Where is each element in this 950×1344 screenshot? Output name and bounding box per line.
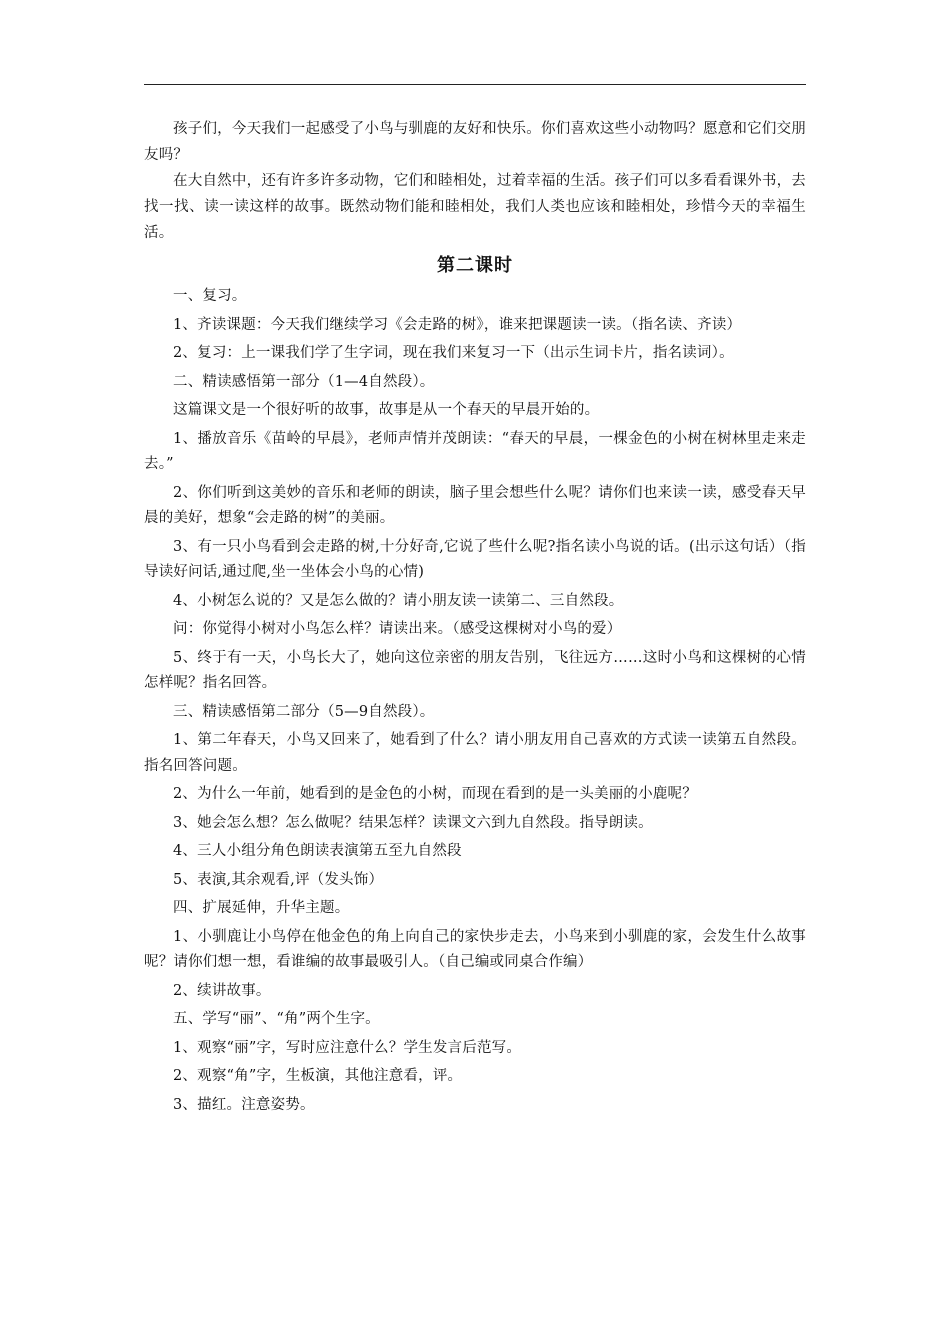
- lesson-line: 四、扩展延伸，升华主题。: [173, 900, 350, 916]
- lesson-line: 2、复习：上一课我们学了生字词，现在我们来复习一下（出示生词卡片，指名读词）。: [173, 345, 734, 361]
- lesson-line: 3、她会怎么想？怎么做呢？结果怎样？读课文六到九自然段。指导朗读。: [173, 814, 653, 831]
- lesson-line: 二、精读感悟第一部分（1—4自然段）。: [173, 373, 435, 390]
- lesson-line: 3、描红。注意姿势。: [173, 1096, 315, 1113]
- lesson-line: 2、观察“角”字，生板演，其他注意看，评。: [173, 1068, 463, 1084]
- intro-paragraph: 在大自然中，还有许多许多动物，它们和睦相处，过着幸福的生活。孩子们可以多看看课外书，去找一找、读一读这样的故事。既然动物们能和睦相处，我们人类也应该和睦相处，珍惜今天的幸福生活。: [144, 173, 806, 241]
- lesson-line: 2、为什么一年前，她看到的是金色的小树，而现在看到的是一头美丽的小鹿呢？: [173, 786, 697, 802]
- lesson-plan: [144, 284, 806, 1118]
- lesson-line: 4、三人小组分角色朗读表演第五至九自然段: [173, 843, 462, 859]
- lesson-line: 3、有一只小鸟看到会走路的树,十分好奇,它说了些什么呢?指名读小鸟说的话。(出示这句话）（指导读好问话,通过爬,坐一坐体会小鸟的心情): [144, 538, 806, 580]
- lesson-line: 1、齐读课题：今天我们继续学习《会走路的树》，谁来把课题读一读。（指名读、齐读）: [173, 316, 742, 333]
- lesson-line: 4、小树怎么说的？又是怎么做的？请小朋友读一读第二、三自然段。: [173, 592, 624, 609]
- section-title: 第二课时: [437, 255, 513, 276]
- lesson-line: 5、表演,其余观看,评（发头饰）: [173, 871, 384, 888]
- document-body: [144, 116, 806, 1121]
- lesson-line: 三、精读感悟第二部分（5—9自然段）。: [173, 703, 435, 720]
- intro-paragraph: 孩子们，今天我们一起感受了小鸟与驯鹿的友好和快乐。你们喜欢这些小动物吗？愿意和它们交朋友吗？: [144, 121, 806, 163]
- lesson-line: 2、续讲故事。: [173, 982, 271, 999]
- lesson-line: 1、第二年春天，小鸟又回来了，她看到了什么？请小朋友用自己喜欢的方式读一读第五自然段。指名回答问题。: [144, 732, 806, 774]
- lesson-line: 5、终于有一天，小鸟长大了，她向这位亲密的朋友告别，飞往远方……这时小鸟和这棵树的心情怎样呢？指名回答。: [144, 649, 806, 691]
- header-rule: [144, 84, 806, 85]
- lesson-line: 1、观察“丽”字，写时应注意什么？学生发言后范写。: [173, 1039, 522, 1056]
- lesson-line: 2、你们听到这美妙的音乐和老师的朗读，脑子里会想些什么呢？请你们也来读一读，感受春天早晨的美好，想象“会走路的树”的美丽。: [144, 484, 806, 526]
- lesson-line: 1、小驯鹿让小鸟停在他金色的角上向自己的家快步走去，小鸟来到小驯鹿的家，会发生什么故事呢？请你们想一想，看谁编的故事最吸引人。（自己编或同桌合作编）: [144, 928, 806, 970]
- lesson-line: 问：你觉得小树对小鸟怎么样？请读出来。（感受这棵树对小鸟的爱）: [173, 621, 622, 637]
- lesson-line: 1、播放音乐《苗岭的早晨》，老师声情并茂朗读：“春天的早晨，一棵金色的小树在树林里走来走去。”: [144, 430, 806, 472]
- lesson-line: 一、复习。: [173, 288, 247, 304]
- lesson-line: 五、学写“丽”、“角”两个生字。: [173, 1011, 380, 1027]
- lesson-line: 这篇课文是一个很好听的故事，故事是从一个春天的早晨开始的。: [173, 402, 600, 418]
